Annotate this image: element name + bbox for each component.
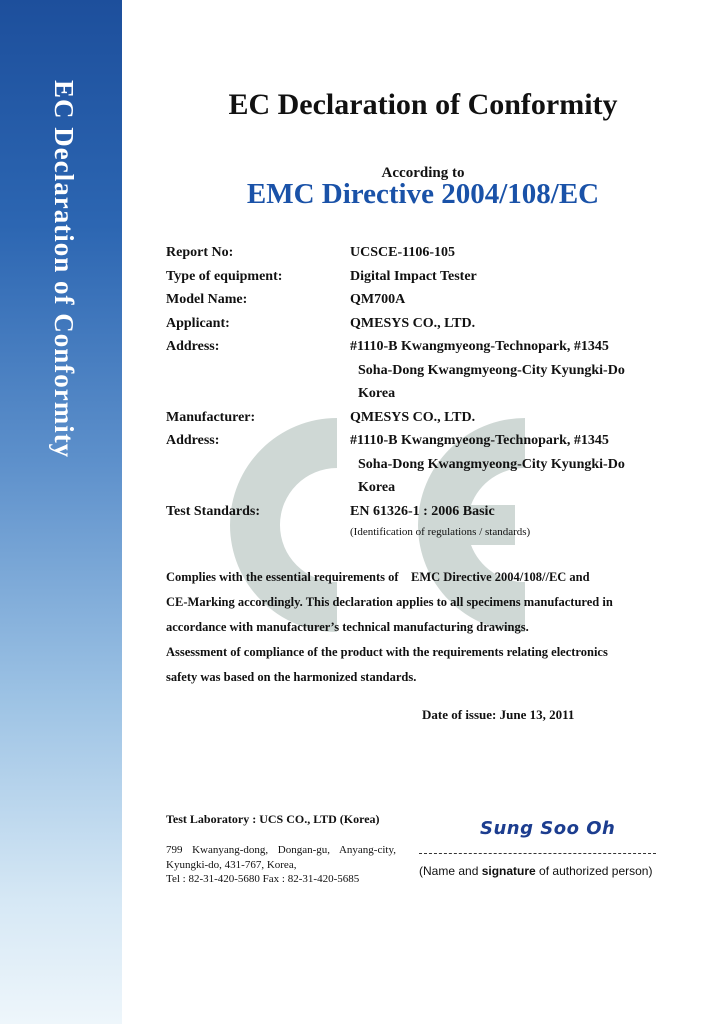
- applicant-address-value: [350, 335, 686, 406]
- statement-line-2: CE-Marking accordingly. This declaration applies to all specimens manufactured in: [166, 595, 613, 609]
- report-no-label: Report No:: [166, 245, 234, 260]
- manufacturer-address-label: Address:: [166, 433, 220, 448]
- manufacturer-address-row: [166, 429, 686, 500]
- directive-heading: EMC Directive 2004/108/EC: [246, 178, 600, 210]
- manufacturer-address-value: [350, 429, 686, 500]
- standards-value-block: [350, 500, 686, 542]
- laboratory-title: Test Laboratory : UCS CO., LTD (Korea): [166, 812, 380, 826]
- signature-caption-post: of authorized person): [535, 864, 653, 878]
- signature-name: Sung Soo Oh: [480, 818, 616, 839]
- standards-value: EN 61326-1 : 2006 Basic: [350, 503, 495, 519]
- standards-note: (Identification of regulations / standards): [350, 526, 531, 538]
- signature-caption: [419, 864, 652, 878]
- compliance-statement: [166, 565, 666, 690]
- according-to-label: According to: [381, 165, 465, 181]
- manufacturer-address-line2: Soha-Dong Kwangmyeong-City Kyungki-Do: [358, 456, 625, 472]
- model-label: Model Name:: [166, 292, 248, 307]
- applicant-address-line3: Korea: [358, 386, 396, 401]
- report-no-row: [166, 241, 686, 265]
- equipment-row: [166, 265, 686, 289]
- model-row: [166, 288, 686, 312]
- standards-label: Test Standards:: [166, 503, 261, 519]
- applicant-row: [166, 312, 686, 336]
- report-no-value: UCSCE-1106-105: [350, 245, 456, 260]
- manufacturer-label: Manufacturer:: [166, 409, 256, 425]
- test-laboratory-block: [166, 812, 396, 887]
- declaration-fields: [166, 241, 686, 541]
- date-of-issue: Date of issue: June 13, 2011: [422, 707, 575, 722]
- manufacturer-row: [166, 406, 686, 430]
- applicant-address-line2: Soha-Dong Kwangmyeong-City Kyungki-Do: [358, 362, 625, 378]
- model-value: QM700A: [350, 292, 406, 307]
- applicant-address-line1: #1110-B Kwangmyeong-Technopark, #1345: [350, 339, 609, 354]
- statement-line-3: accordance with manufacturer’s technical manufacturing drawings.: [166, 620, 529, 634]
- applicant-label: Applicant:: [166, 315, 230, 331]
- signature-caption-pre: (Name and: [419, 864, 482, 878]
- page-title: EC Declaration of Conformity: [228, 88, 618, 121]
- statement-line-5: safety was based on the harmonized standards.: [166, 670, 417, 684]
- manufacturer-address-line3: Korea: [358, 480, 396, 495]
- equipment-value: Digital Impact Tester: [350, 268, 477, 284]
- applicant-value: QMESYS CO., LTD.: [350, 315, 476, 331]
- applicant-address-row: [166, 335, 686, 406]
- signature-caption-bold: signature: [481, 864, 536, 878]
- standards-row: [166, 500, 686, 542]
- laboratory-contact: Tel : 82-31-420-5680 Fax : 82-31-420-5685: [166, 873, 360, 885]
- manufacturer-address-line1: #1110-B Kwangmyeong-Technopark, #1345: [350, 433, 609, 448]
- laboratory-address: 799 Kwanyang-dong, Dongan-gu, Anyang-city, Kyungki-do, 431-767, Korea,: [166, 844, 396, 871]
- equipment-label: Type of equipment:: [166, 268, 283, 284]
- applicant-address-label: Address:: [166, 339, 220, 354]
- sidebar-vertical-title: EC Declaration of Conformity: [49, 80, 79, 459]
- statement-line-4: Assessment of compliance of the product with the requirements relating electronics: [166, 645, 608, 659]
- signature-line: [419, 853, 656, 854]
- statement-line-1: Complies with the essential requirements of EMC Directive 2004/108//EC and: [166, 570, 590, 584]
- manufacturer-value: QMESYS CO., LTD.: [350, 409, 476, 425]
